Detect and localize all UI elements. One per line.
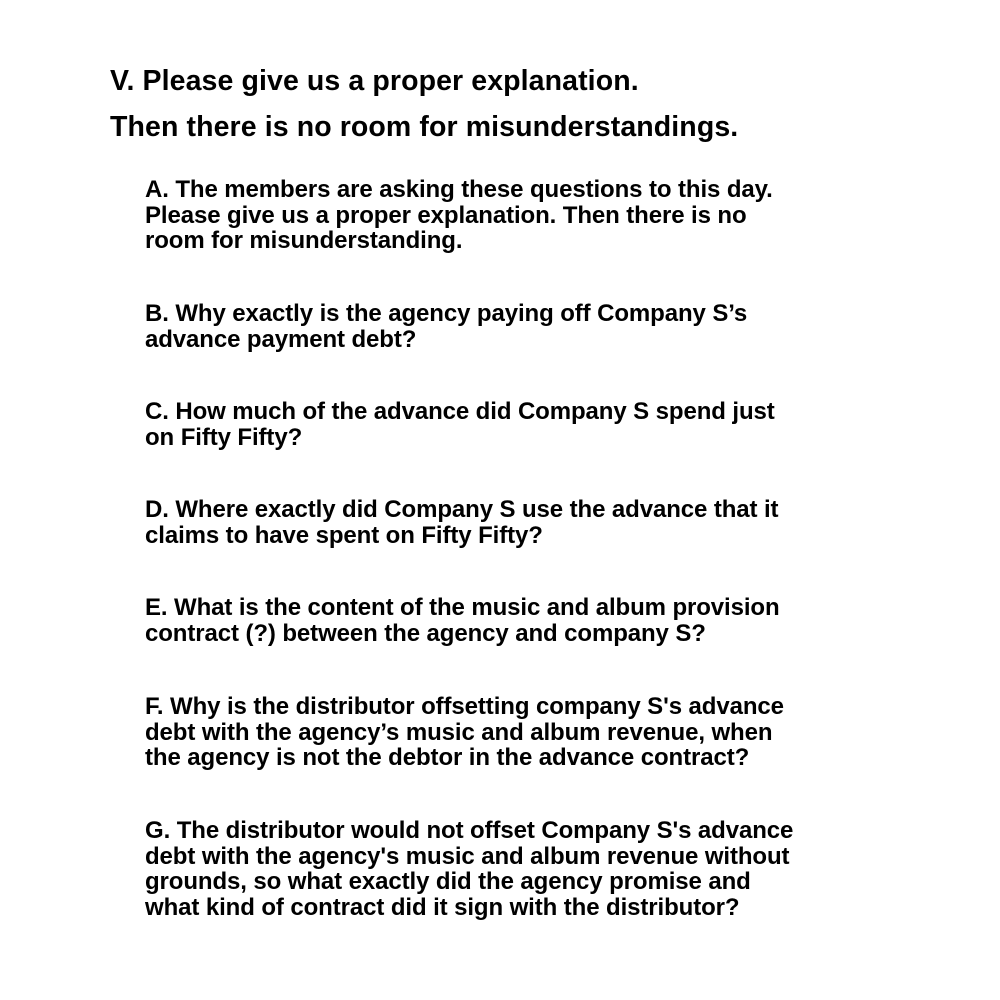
item-line: room for misunderstanding. [145,227,463,254]
question-item-f [145,694,990,771]
item-line: E. What is the content of the music and album provision [145,594,780,621]
item-line: F. Why is the distributor offsetting company S's advance [145,693,784,720]
question-item-a [145,177,990,254]
heading-line: Then there is no room for misunderstandings. [110,111,739,143]
item-line: C. How much of the advance did Company S spend just [145,398,775,425]
question-item-d [145,497,990,548]
item-line: what kind of contract did it sign with the distributor? [145,893,740,921]
item-line: claims to have spent on Fifty Fifty? [145,521,543,549]
item-line: D. Where exactly did Company S use the advance that it [145,496,779,523]
question-item-c [145,399,990,450]
question-item-g [145,818,990,920]
item-line: contract (?) between the agency and company S? [145,619,706,647]
section-heading [110,58,980,150]
item-line: advance payment debt? [145,325,417,353]
item-line: G. The distributor would not offset Company S's advance [145,817,794,844]
heading-line: V. Please give us a proper explanation. [110,65,639,97]
item-line: grounds, so what exactly did the agency promise and [145,868,751,895]
item-line: on Fifty Fifty? [145,423,303,451]
item-line: debt with the agency’s music and album revenue, when [145,718,773,746]
item-line: A. The members are asking these questions to this day. [145,176,773,203]
item-line: B. Why exactly is the agency paying off Company S’s [145,300,748,327]
item-line: debt with the agency's music and album revenue without [145,842,790,870]
item-line: the agency is not the debtor in the advance contract? [145,744,750,771]
item-line: Please give us a proper explanation. Then there is no [145,201,747,229]
question-item-b [145,301,990,352]
question-item-e [145,595,990,646]
